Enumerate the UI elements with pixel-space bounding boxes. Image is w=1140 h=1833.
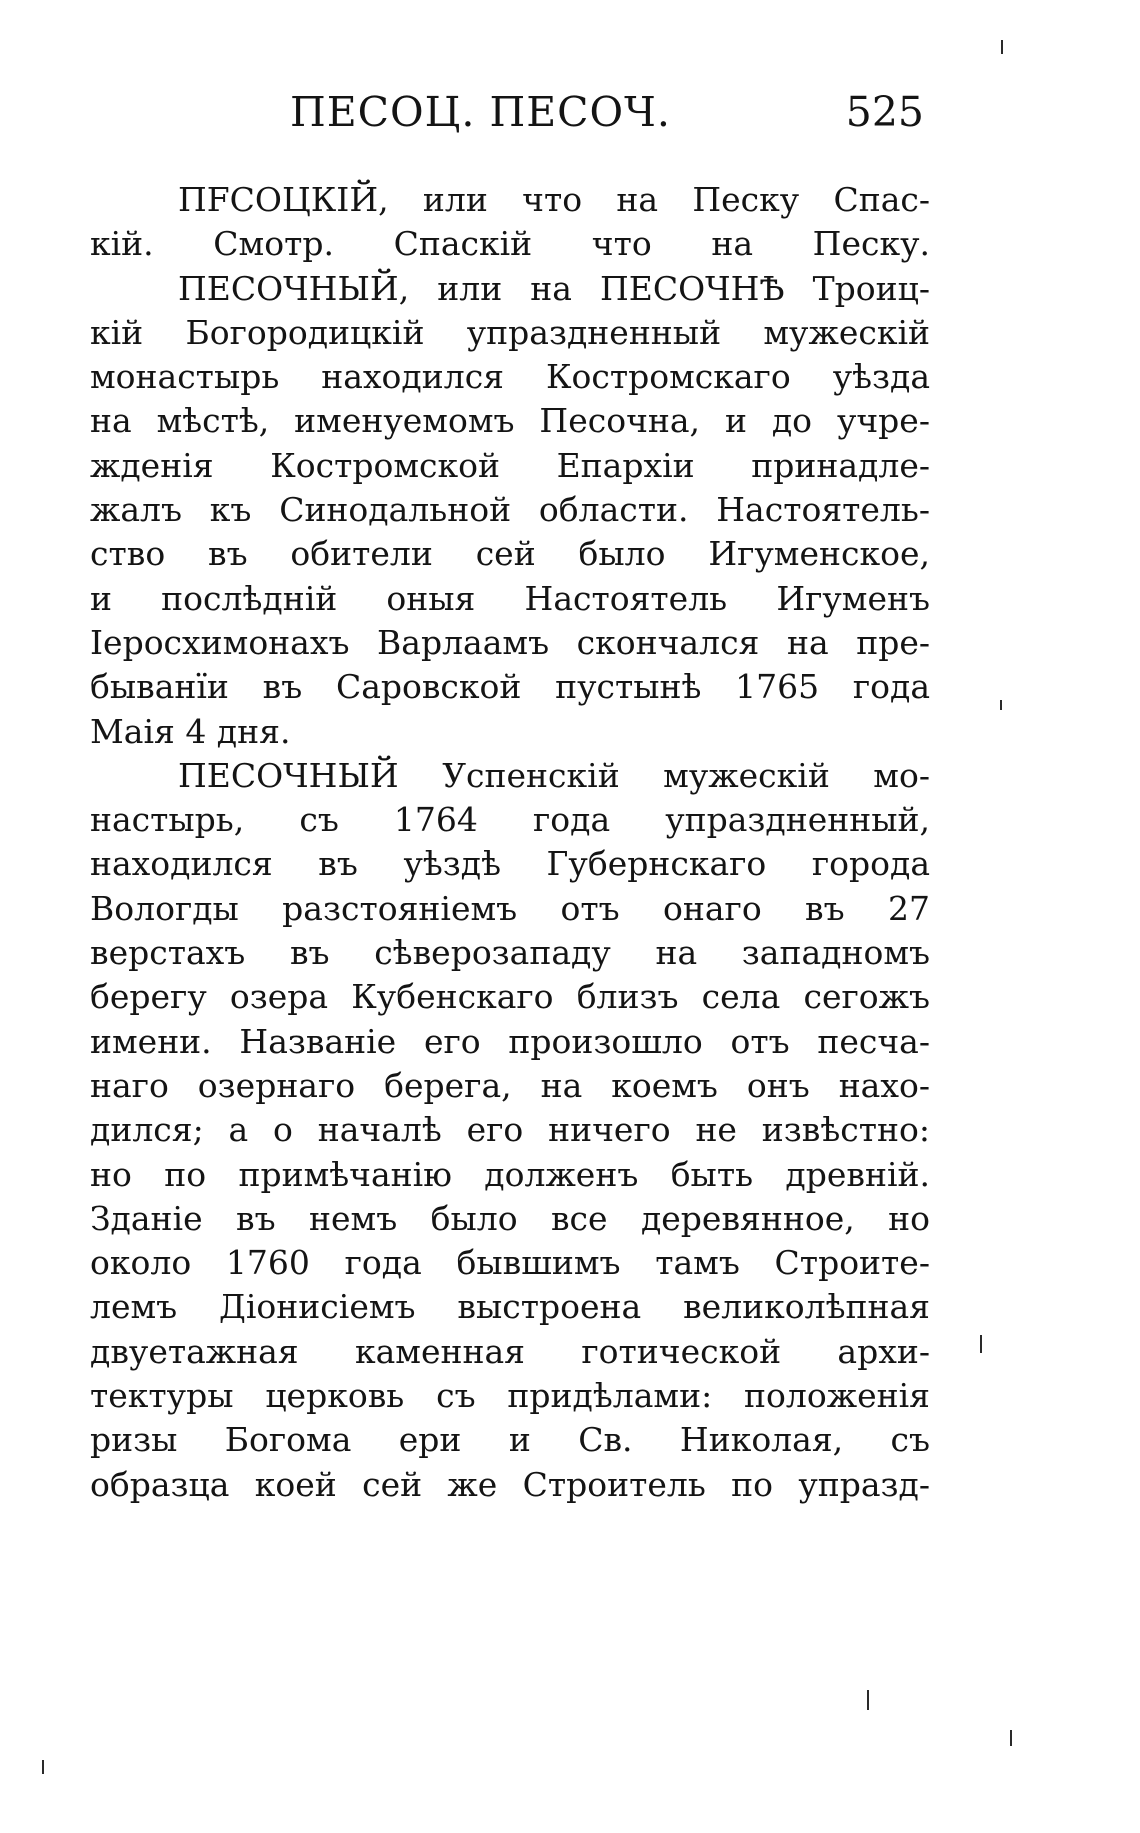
body-text [90, 178, 930, 1507]
text-line: на мѣстѣ, именуемомъ Песочна, и до учре- [90, 401, 930, 441]
text-line: Маія 4 дня. [90, 711, 291, 751]
page-number: 525 [845, 88, 924, 136]
text-line: жалъ къ Синодальной области. Настоятель- [90, 490, 930, 530]
text-line: жденія Костромской Епархіи принадле- [90, 445, 930, 485]
text-line: находился въ уѣздѣ Губернскаго города [90, 844, 930, 884]
scan-speck [980, 1335, 982, 1353]
text-line: верстахъ въ сѣверозападу на западномъ [90, 933, 930, 973]
page-header [90, 88, 930, 148]
text-line: Вологды разстояніемъ отъ онаго въ 27 [90, 888, 930, 928]
text-line: монастырь находился Костромскаго уѣзда [90, 357, 930, 397]
text-line: настырь, съ 1764 года упраздненный, [90, 800, 930, 840]
scan-speck [1001, 40, 1003, 54]
text-line: лемъ Діонисіемъ выстроена великолѣпная [90, 1287, 930, 1327]
text-line: имени. Названіе его произошло отъ песча- [90, 1021, 930, 1061]
text-line: наго озернаго берега, на коемъ онъ нахо- [90, 1065, 930, 1105]
scan-speck [42, 1760, 44, 1774]
text-line: около 1760 года бывшимъ тамъ Строите- [90, 1243, 930, 1283]
text-line: тектуры церковь съ придѣлами: положенія [90, 1376, 930, 1416]
text-line: и послѣдній оныя Настоятель Игуменъ [90, 578, 930, 618]
running-head: ПЕСОЦ. ПЕСОЧ. [290, 88, 671, 136]
text-line: ство въ обители сей было Игуменское, [90, 534, 930, 574]
text-line: ПЕСОЧНЫЙ Успенскій мужескій мо- [178, 755, 930, 795]
text-line: быванїи въ Саровской пустынѣ 1765 года [90, 667, 930, 707]
text-line: двуетажная каменная готической архи- [90, 1331, 930, 1371]
text-line: Іеросхимонахъ Варлаамъ скончался на пре- [90, 622, 930, 662]
text-line: берегу озера Кубенскаго близъ села сегожъ [90, 977, 930, 1017]
text-line: кій Богородицкій упраздненный мужескій [90, 312, 930, 352]
text-line: ризы Богома ери и Св. Николая, съ [90, 1420, 930, 1460]
text-line: ПFСОЦКІЙ, или что на Песку Спас- [178, 180, 930, 219]
text-line: Зданіе въ немъ было все деревянное, но [90, 1198, 930, 1238]
text-line: ПЕСОЧНЫЙ, или на ПЕСОЧНѢ Троиц- [178, 268, 930, 308]
scan-speck [1000, 700, 1002, 710]
text-line: кій. Смотр. Спаскій что на Песку. [90, 224, 930, 264]
scan-speck [867, 1690, 869, 1710]
text-line: дился; а о началѣ его ничего не извѣстно: [90, 1110, 930, 1150]
text-line: образца коей сей же Строитель по упразд- [90, 1464, 930, 1504]
scan-speck [1010, 1730, 1012, 1746]
text-line: но по примѣчанію долженъ быть древній. [90, 1154, 930, 1194]
